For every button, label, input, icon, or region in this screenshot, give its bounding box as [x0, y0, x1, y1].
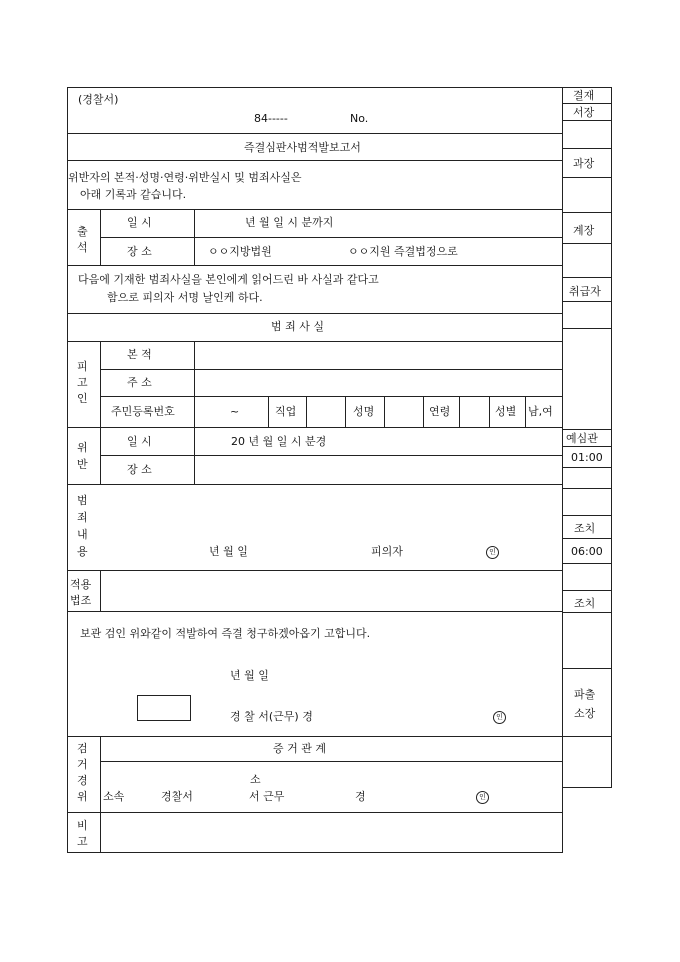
- approval-line: [562, 538, 612, 539]
- row-line: [67, 160, 562, 161]
- appearance-court: ㅇㅇ지방법원: [208, 245, 272, 258]
- border-top: [67, 87, 612, 88]
- arrest-label-4: 위: [77, 790, 88, 803]
- row-line: [100, 396, 562, 397]
- row-line: [100, 369, 562, 370]
- violation-label-2: 반: [77, 458, 88, 471]
- report-date: 년 월 일: [230, 669, 269, 682]
- col-line: [100, 209, 101, 265]
- border-bottom: [67, 852, 562, 853]
- arrest-label-1: 검: [77, 742, 88, 755]
- approval-line: [562, 243, 612, 244]
- appearance-label-1: 출: [77, 225, 88, 238]
- violation-datetime-value: 20 년 월 일 시 분경: [231, 435, 327, 448]
- seal-mark: 인: [476, 791, 489, 804]
- no-label: No.: [350, 112, 369, 125]
- statement-line-2: 함으로 피의자 서명 날인케 하다.: [107, 291, 263, 304]
- address-label: 주 소: [127, 376, 152, 389]
- report-signature: 경 찰 서(근무) 경: [230, 710, 313, 723]
- row-line: [67, 209, 562, 210]
- violation-datetime-label: 일 시: [127, 435, 152, 448]
- appearance-place-label: 장 소: [127, 245, 152, 258]
- crime-content-label-4: 용: [77, 545, 88, 558]
- approval-line: [562, 103, 612, 104]
- crime-content-date: 년 월 일: [209, 545, 248, 558]
- action1-label: 조치: [574, 522, 596, 535]
- col-line: [268, 396, 269, 427]
- approval-team-chief: 계장: [573, 224, 595, 237]
- appearance-datetime-label: 일 시: [127, 216, 152, 229]
- approval-line: [562, 515, 612, 516]
- crime-content-label-3: 내: [77, 528, 88, 541]
- applied-law-label-1: 적용: [70, 578, 92, 591]
- appearance-datetime-value: 년 월 일 시 분까지: [245, 216, 334, 229]
- approval-line: [562, 212, 612, 213]
- sex-label: 성별: [495, 405, 517, 418]
- approval-header: 결재: [573, 89, 595, 102]
- approval-handler: 취급자: [569, 285, 601, 298]
- col-line: [100, 570, 101, 611]
- seal-mark: 인: [493, 711, 506, 724]
- row-line: [67, 736, 562, 737]
- approval-line: [562, 328, 612, 329]
- approval-line: [562, 148, 612, 149]
- suspect-label-2: 고: [77, 376, 88, 389]
- row-line: [100, 455, 562, 456]
- sex-value: 남,여: [528, 405, 553, 418]
- crime-content-label-1: 범: [77, 494, 88, 507]
- row-line: [100, 761, 562, 762]
- report-line: 보관 검인 위와같이 적발하여 즉결 청구하겠아옵기 고합니다.: [80, 627, 371, 640]
- report-box: [137, 695, 191, 721]
- approval-line: [562, 301, 612, 302]
- row-line: [67, 427, 562, 428]
- scheduled-time: 01:00: [571, 451, 603, 464]
- row-line: [67, 484, 562, 485]
- station-label: 경찰서: [161, 790, 193, 803]
- approval-chief: 서장: [573, 106, 595, 119]
- intro-line-2: 아래 기록과 같습니다.: [80, 188, 187, 201]
- job-label: 직업: [275, 405, 297, 418]
- row-line: [67, 133, 562, 134]
- intro-line-1: 위반자의 본적·성명·연령·위반실시 및 범죄사실은: [68, 171, 302, 184]
- approval-line: [562, 590, 612, 591]
- substation-top: 소: [250, 773, 261, 786]
- col-line: [345, 396, 346, 427]
- violation-label-1: 위: [77, 441, 88, 454]
- substation-bottom: 서 근무: [249, 790, 285, 803]
- approval-line: [562, 277, 612, 278]
- row-line: [67, 313, 562, 314]
- violation-place-label: 장 소: [127, 463, 152, 476]
- seal-mark: 인: [486, 546, 499, 559]
- border-left: [67, 87, 68, 853]
- rank-label: 경: [355, 790, 366, 803]
- border-main-right: [562, 87, 563, 853]
- approval-line: [562, 488, 612, 489]
- col-line: [306, 396, 307, 427]
- suspect-label-3: 인: [77, 392, 88, 405]
- approval-line: [562, 467, 612, 468]
- approval-line: [562, 736, 612, 737]
- approval-line: [562, 668, 612, 669]
- arrest-label-2: 거: [77, 758, 88, 771]
- police-box-chief-1: 파출: [574, 688, 596, 701]
- office-label: (경찰서): [78, 93, 119, 106]
- serial-number: 84-----: [254, 112, 288, 125]
- row-line: [67, 265, 562, 266]
- seal-icon: [493, 709, 506, 724]
- evidence-title: 증 거 관 계: [273, 742, 326, 755]
- appearance-label-2: 석: [77, 241, 88, 254]
- approval-line: [562, 177, 612, 178]
- row-line: [100, 237, 562, 238]
- col-line: [459, 396, 460, 427]
- remarks-label-1: 비: [77, 819, 88, 832]
- col-line: [194, 209, 195, 265]
- approval-line: [562, 429, 612, 430]
- suspect-label-1: 피: [77, 360, 88, 373]
- crime-content-label-2: 죄: [77, 511, 88, 524]
- applied-law-label-2: 법조: [70, 594, 92, 607]
- crime-content-suspect-label: 피의자: [371, 545, 403, 558]
- page-title: 즉결심판사범적발보고서: [244, 141, 361, 154]
- police-box-chief-2: 소장: [574, 707, 596, 720]
- seal-icon: [476, 789, 489, 804]
- col-line: [525, 396, 526, 427]
- col-line: [489, 396, 490, 427]
- id-number-value: ~: [230, 405, 240, 418]
- col-line: [194, 341, 195, 484]
- row-line: [67, 611, 562, 612]
- affiliation-label: 소속: [103, 790, 125, 803]
- approval-bottom: [562, 787, 612, 788]
- approval-line: [562, 563, 612, 564]
- row-line: [67, 341, 562, 342]
- col-line: [100, 341, 101, 484]
- arrest-label-3: 경: [77, 774, 88, 787]
- approval-line: [562, 446, 612, 447]
- action2-label: 조치: [574, 597, 596, 610]
- col-line: [384, 396, 385, 427]
- approval-line: [562, 612, 612, 613]
- statement-line-1: 다음에 기재한 범죄사실을 본인에게 읽어드린 바 사실과 같다고: [78, 273, 379, 286]
- approval-section-chief: 과장: [573, 157, 595, 170]
- appearance-branch: ㅇㅇ지원 즉결법정으로: [348, 245, 458, 258]
- col-line: [100, 736, 101, 853]
- crime-facts-title: 범 죄 사 실: [271, 320, 324, 333]
- row-line: [67, 570, 562, 571]
- domicile-label: 본 적: [127, 348, 152, 361]
- action1-time: 06:00: [571, 545, 603, 558]
- seal-icon: [486, 544, 499, 559]
- age-label: 연령: [429, 405, 451, 418]
- col-line: [423, 396, 424, 427]
- name-label: 성명: [353, 405, 375, 418]
- border-approval-right: [611, 87, 612, 788]
- remarks-label-2: 고: [77, 835, 88, 848]
- scheduled-label: 예심관: [566, 432, 598, 445]
- id-number-label: 주민등록번호: [111, 405, 175, 418]
- approval-line: [562, 120, 612, 121]
- row-line: [67, 812, 562, 813]
